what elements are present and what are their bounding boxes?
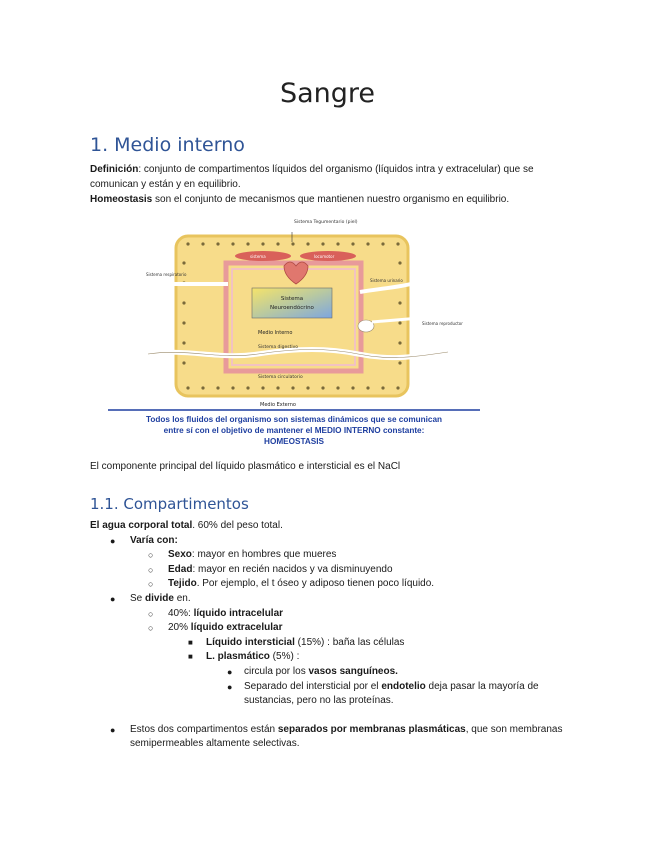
diagram-svg xyxy=(108,208,480,448)
list-item-sexo: ○ Sexo: mayor en hombres que mueres xyxy=(90,548,580,563)
neuroendocrine-box xyxy=(252,288,332,318)
integumentary-label: Sistema Tegumentario (piel) xyxy=(294,220,358,225)
section-heading-compartimentos: 1.1. Compartimentos xyxy=(90,495,249,513)
digestive-label: Sistema digestivo xyxy=(258,345,299,350)
square-bullet-icon: ■ xyxy=(188,652,193,662)
bullet-icon: ● xyxy=(110,724,116,735)
homeostasis-paragraph xyxy=(90,192,570,207)
caption-line-1: Todos los fluidos del organismo son sistemas dinámicos que se comunican xyxy=(145,415,443,424)
circle-bullet-icon: ○ xyxy=(148,564,154,575)
caption-line-2: entre sí con el objetivo de mantener el MEDIO INTERNO constante: xyxy=(163,426,425,435)
compartments-list xyxy=(90,519,580,752)
nacl-paragraph: El componente principal del líquido plasmático e intersticial es el NaCl xyxy=(90,461,401,472)
homeostasis-text: son el conjunto de mecanismos que mantienen nuestro organismo en equilibrio. xyxy=(152,194,510,205)
list-item-intracelular: ○ 40%: líquido intracelular xyxy=(90,607,580,622)
bullet-icon: ● xyxy=(110,593,116,604)
circle-bullet-icon: ○ xyxy=(148,550,154,561)
internal-medium-label: Medio Interno xyxy=(258,330,293,336)
external-medium-label: Medio Externo xyxy=(260,402,296,408)
caption-line-3: HOMEOSTASIS xyxy=(264,437,324,446)
circulatory-label: Sistema circulatorio xyxy=(258,375,303,380)
bullet-icon: ● xyxy=(227,666,233,677)
neuro-label-1: Sistema xyxy=(280,296,304,302)
bullet-icon: ● xyxy=(110,535,116,546)
bullet-icon: ● xyxy=(227,681,233,692)
medio-interno-diagram xyxy=(108,208,480,448)
list-item-extracelular: ○ 20% líquido extracelular xyxy=(90,621,580,636)
circle-bullet-icon: ○ xyxy=(148,623,154,634)
list-item-membranas: ● Estos dos compartimentos están separados por membranas plasmáticas, que son membranas semipermeables altamente selectivas. xyxy=(110,723,563,750)
list-item-plasmatico: ■ L. plasmático (5%) : xyxy=(90,650,580,665)
list-item-edad: ○ Edad: mayor en recién nacidos y va disminuyendo xyxy=(90,563,580,578)
page-title: Sangre xyxy=(279,78,376,109)
homeostasis-label: Homeostasis xyxy=(90,194,153,205)
respiratory-label: Sistema respiratorio xyxy=(146,272,187,277)
list-item-intersticial: ■ Líquido intersticial (15%) : baña las células xyxy=(90,636,580,651)
circle-bullet-icon: ○ xyxy=(148,579,154,590)
definition-label: Definición xyxy=(90,164,139,175)
urinary-label: Sistema urinario xyxy=(370,278,403,283)
list-item-circula: ● circula por los vasos sanguíneos. xyxy=(90,665,580,680)
list-item-divide: ● Se divide en. xyxy=(90,592,580,607)
section-heading-medio-interno: 1. Medio interno xyxy=(90,134,245,156)
reproductive-organ xyxy=(358,320,374,332)
definition-text: : conjunto de compartimentos líquidos del organismo (líquidos intra y extracelular) que se comunican y están y en equilibrio. xyxy=(90,164,534,190)
list-item-separado: ● Separado del intersticial por el endotelio deja pasar la mayoría de sustancias, pero no las proteínas. xyxy=(227,680,539,707)
circle-bullet-icon: ○ xyxy=(148,608,154,619)
definition-paragraph xyxy=(90,162,570,192)
reproductive-label: Sistema reproductor xyxy=(422,321,463,326)
neuro-label-2: Neuroendócrino xyxy=(270,305,314,311)
list-item-varia: ● Varía con: xyxy=(90,534,580,549)
list-item-tejido: ○ Tejido. Por ejemplo, el t óseo y adiposo tienen poco líquido. xyxy=(90,577,580,592)
muscle-left-label: sistema xyxy=(250,254,266,259)
list-item-agua-total: El agua corporal total. 60% del peso total. xyxy=(90,520,283,531)
muscle-right-label: locomotor xyxy=(314,254,335,259)
square-bullet-icon: ■ xyxy=(188,637,193,647)
